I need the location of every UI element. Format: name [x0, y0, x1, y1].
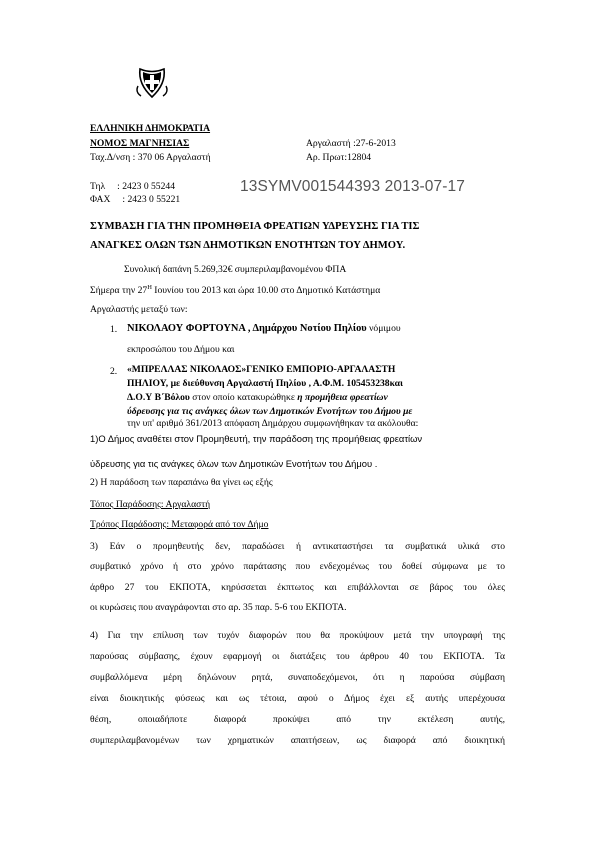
clause3-line2: συμβατικό χρόνο ή στο χρόνο παράτασης που ενδεχομένως του δοθεί σύμφωνα με το — [90, 561, 505, 572]
item1-text: ΝΙΚΟΛΑΟΥ ΦΟΡΤΟΥΝΑ , Δημάρχου Νοτίου Πηλίου νόμιμου — [127, 323, 401, 334]
country-heading: ΕΛΛΗΝΙΚΗ ΔΗΜΟΚΡΑΤΙΑ — [90, 123, 211, 134]
item1-continuation: εκπροσώπου του Δήμου και — [127, 344, 235, 355]
greek-emblem-icon — [135, 66, 169, 100]
delivery-place: Τόπος Παράδοσης: Αργαλαστή — [90, 499, 211, 510]
date-place-sentence: Σήμερα την $27^H$ Ιουνίου του 2013 και ώρα 10.00 στο Δημοτικό Κατάστημα — [90, 284, 381, 297]
clause3-line1: 3) Εάν ο προμηθευτής δεν, παραδώσει ή αντικαταστήσει τα συμβατικά υλικά στο — [90, 541, 505, 552]
clause1-line1: 1)Ο Δήμος αναθέτει στον Προμηθευτή, την παράδοση της προμήθειας φρεατίων — [90, 433, 423, 444]
clause4-line4: είναι διοικητικής φύσεως και ως τέτοια, αφού ο Δήμος έχει εξ αυτής υπερέχουσα — [90, 693, 505, 704]
item2-line5: την υπ' αριθμό 361/2013 απόφαση Δημάρχου συμφωνήθηκαν τα ακόλουθα: — [127, 418, 419, 429]
clause4-line3: συμβαλλόμενα μέρη δηλώνουν ρητά, συναποδεχόμενοι, ότι η παρούσα σύμβαση — [90, 672, 505, 683]
item2-line1: «ΜΠΡΕΛΛΑΣ ΝΙΚΟΛΑΟΣ»ΓΕΝΙΚΟ ΕΜΠΟΡΙΟ-ΑΡΓΑΛΑΣΤΗ — [127, 364, 396, 375]
total-cost: Συνολική δαπάνη 5.269,32€ συμπεριλαμβανομένου ΦΠΑ — [124, 264, 347, 275]
clause4-line2: παρούσας σύμβασης, έχουν εφαρμογή οι διατάξεις του άρθρου 40 του ΕΚΠΟΤΑ. Τα — [90, 651, 505, 662]
protocol-number: Αρ. Πρωτ:12804 — [306, 152, 372, 163]
clause4-line1: 4) Για την επίλυση των τυχόν διαφορών που θα προκύψουν μετά την υπογραφή της — [90, 630, 505, 641]
telephone: Τηλ : 2423 0 55244 — [90, 181, 175, 192]
delivery-method: Τρόπος Παράδοσης: Μεταφορά από τον Δήμο — [90, 519, 269, 530]
between-parties: Αργαλαστής μεταξύ των: — [90, 304, 188, 315]
ada-stamp: 13SYMV001544393 2013-07-17 — [240, 178, 465, 195]
prefecture-heading: ΝΟΜΟΣ ΜΑΓΝΗΣΙΑΣ — [90, 138, 190, 149]
clause4-line5: θέση, οποιαδήποτε διαφορά προκύψει από την εκτέλεση αυτής, — [90, 714, 505, 725]
place-date: Αργαλαστή :27-6-2013 — [306, 138, 396, 149]
office-address: Ταχ.Δ/νση : 370 06 Αργαλαστή — [90, 152, 211, 163]
clause1-line2: ύδρευσης για τις ανάγκες όλων των Δημοτικών Ενοτήτων του Δήμου . — [90, 458, 378, 469]
clause3-line4: οι κυρώσεις που αναγράφονται στο αρ. 35 παρ. 5-6 του ΕΚΠΟΤΑ. — [90, 602, 347, 613]
contract-title-line2: ΑΝΑΓΚΕΣ ΟΛΩΝ ΤΩΝ ΔΗΜΟΤΙΚΩΝ ΕΝΟΤΗΤΩΝ ΤΟΥ ΔΗΜΟΥ. — [90, 240, 406, 251]
contract-title-line1: ΣΥΜΒΑΣΗ ΓΙΑ ΤΗΝ ΠΡΟΜΗΘΕΙΑ ΦΡΕΑΤΙΩΝ ΥΔΡΕΥΣΗΣ ΓΙΑ ΤΙΣ — [90, 221, 420, 232]
item2-line4: ύδρευσης για τις ανάγκες όλων των Δημοτικών Ενοτήτων του Δήμου με — [127, 406, 413, 417]
item2-number: 2. — [110, 366, 118, 377]
item1-number: 1. — [110, 324, 118, 335]
clause4-line6: συμπεριλαμβανομένων των χρηματικών απαιτήσεων, ως διαφορά από διοικητική — [90, 735, 505, 746]
clause3-line3: άρθρο 27 του ΕΚΠΟΤΑ, κηρύσσεται έκπτωτος και επιβάλλονται σε βάρος του όλες — [90, 582, 505, 593]
clause2: 2) Η παράδοση των παραπάνω θα γίνει ως εξής — [90, 477, 273, 488]
item2-line3: Δ.Ο.Υ Β΄Βόλου στον οποίο κατακυρώθηκε η προμήθεια φρεατίων — [127, 392, 388, 403]
fax: ΦΑΧ : 2423 0 55221 — [90, 194, 181, 205]
item2-line2: ΠΗΛΙΟΥ, με διεύθυνση Αργαλαστή Πηλίου , Α.Φ.Μ. 105453238και — [127, 378, 403, 389]
